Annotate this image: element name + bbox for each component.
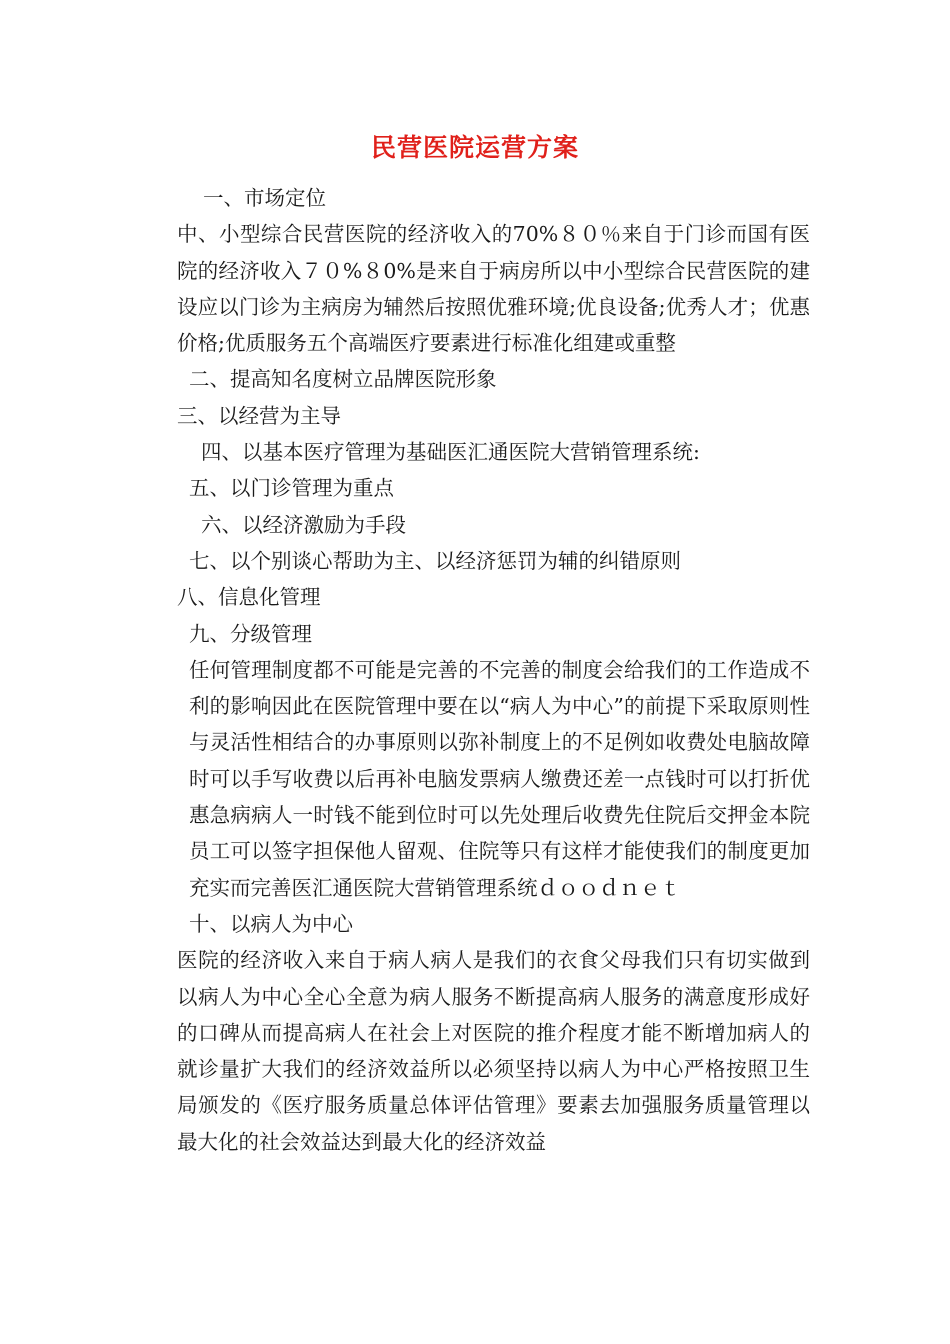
section-heading-3: 三、以经营为主导 bbox=[177, 403, 341, 428]
section-heading-1: 一、市场定位 bbox=[203, 186, 326, 210]
section-heading-5: 五、以门诊管理为重点 bbox=[189, 476, 394, 501]
section-heading-6: 六、以经济激励为手段 bbox=[201, 512, 406, 537]
document-body bbox=[145, 180, 810, 1160]
section-paragraph-1: 中、小型综合民营医院的经济收入的70%８０％来自于门诊而国有医院的经济收入７０%８0%是来自于病房所以中小型综合民营医院的建设应以门诊为主病房为辅然后按照优雅环境;优良设备;优秀人才；优惠价格;优质服务五个高端医疗要素进行标准化组建或重整 bbox=[177, 222, 810, 356]
section-heading-7: 七、以个别谈心帮助为主、以经济惩罚为辅的纠错原则 bbox=[189, 548, 681, 573]
section-heading-2: 二、提高知名度树立品牌医院形象 bbox=[189, 367, 497, 392]
section-heading-8: 八、信息化管理 bbox=[177, 585, 321, 610]
section-heading-4: 四、以基本医疗管理为基础医汇通医院大营销管理系统: bbox=[201, 440, 700, 465]
document-title: 民营医院运营方案 bbox=[370, 133, 579, 162]
section-heading-10: 十、以病人为中心 bbox=[189, 911, 353, 936]
section-paragraph-10: 医院的经济收入来自于病人病人是我们的衣食父母我们只有切实做到以病人为中心全心全意为病人服务不断提高病人服务的满意度形成好的口碑从而提高病人在社会上对医院的推介程度才能不断增加病人的就诊量扩大我们的经济效益所以必须坚持以病人为中心严格按照卫生局颁发的《医疗服务质量总体评估管理》要素去加强服务质量管理以最大化的社会效益达到最大化的经济效益 bbox=[177, 948, 810, 1154]
section-paragraph-9: 任何管理制度都不可能是完善的不完善的制度会给我们的工作造成不利的影响因此在医院管理中要在以“病人为中心”的前提下采取原则性与灵活性相结合的办事原则以弥补制度上的不足例如收费处电脑故障时可以手写收费以后再补电脑发票病人缴费还差一点钱时可以打折优惠急病病人一时钱不能到位时可以先处理后收费先住院后交押金本院员工可以签字担保他人留观、住院等只有这样才能使我们的制度更加充实而完善医汇通医院大营销管理系统ｄｏｏｄｎｅｔ bbox=[189, 657, 810, 900]
section-heading-9: 九、分级管理 bbox=[189, 621, 312, 646]
